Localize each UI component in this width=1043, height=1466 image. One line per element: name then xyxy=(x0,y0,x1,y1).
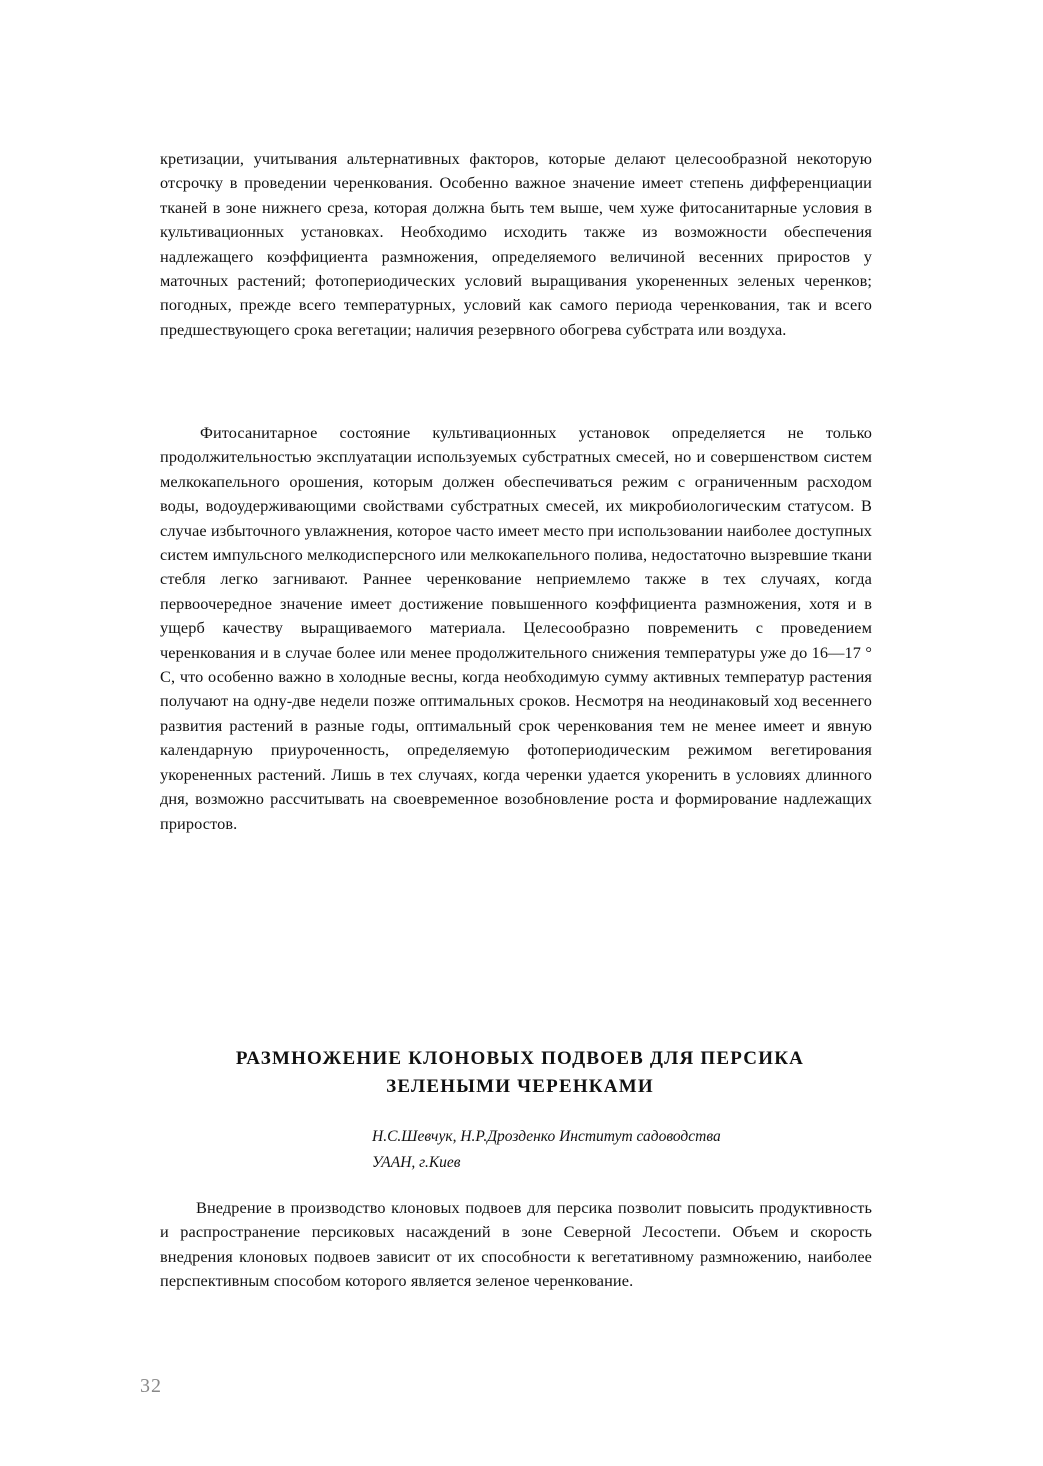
paragraph-text: Фитосанитарное состояние культивационных установок определяется не только продолжительностью эксплуатации используемых субстратных смесей, но и совершенством систем мелкокапельного орошения, которым должен обеспечиваться режим с ограниченным расходом воды, водоудерживающими свойствами субстратных смесей, их микробиологическим статусом. В случае избыточного увлажнения, которое часто имеет место при использовании наиболее доступных систем импульсного мелкодисперсного или мелкокапельного полива, недостаточно вызревшие ткани стебля легко загнивают. Раннее черенкование неприемлемо также в тех случаях, когда первоочередное значение имеет достижение повышенного коэффициента размножения, хотя и в ущерб качеству выращиваемого материала. Целесообразно повременить с проведением черенкования и в случае более или менее продолжительного снижения температуры уже до 16—17 ° С, что особенно важно в холодные весны, когда необходимую сумму активных температур растения получают на одну-две недели позже оптимальных сроков. Несмотря на неодинаковый ход весеннего развития растений в разные годы, оптимальный срок черенкования тем не менее имеет и явную календарную приуроченность, определяемую фотопериодическим режимом вегетирования укорененных растений. Лишь в тех случаях, когда черенки удается укоренить в условиях длинного дня, возможно рассчитывать на своевременное возобновление роста и формирование надлежащих приростов. xyxy=(160,423,872,833)
page-number: 32 xyxy=(140,1375,162,1397)
paragraph-continuation xyxy=(160,147,872,342)
heading-line-1: РАЗМНОЖЕНИЕ КЛОНОВЫХ ПОДВОЕВ ДЛЯ ПЕРСИКА xyxy=(235,1048,805,1069)
paragraph-introduction xyxy=(160,1196,872,1294)
authors-affiliation xyxy=(372,1124,852,1176)
paragraph-phytosanitary xyxy=(160,421,872,836)
paragraph-text: кретизации, учитывания альтернативных факторов, которые делают целесообразной некоторую отсрочку в проведении черенкования. Особенно важное значение имеет степень дифференциации тканей в зоне нижнего среза, которая должна быть тем выше, чем хуже фитосанитарные условия в культивационных установках. Необходимо исходить также из возможности обеспечения надлежащего коэффициента размножения, определяемого величиной весенних приростов у маточных растений; фотопериодических условий выращивания укорененных зеленых черенков; погодных, прежде всего температурных, условий как самого периода черенкования, так и всего предшествующего срока вегетации; наличия резервного обогрева субстрата или воздуха. xyxy=(160,149,872,339)
authors-line-1: Н.С.Шевчук, Н.Р.Дрозденко Институт садоводства xyxy=(372,1128,721,1145)
paragraph-text: Внедрение в производство клоновых подвоев для персика позволит повысить продуктивность и распространение персиковых насаждений в зоне Северной Лесостепи. Объем и скорость внедрения клоновых подвоев зависит от их способности к вегетативному размножению, наиболее перспективным способом которого является зеленое черенкование. xyxy=(160,1198,872,1291)
authors-line-2: УААН, г.Киев xyxy=(372,1154,461,1171)
heading-line-2: ЗЕЛЕНЫМИ ЧЕРЕНКАМИ xyxy=(386,1076,654,1097)
section-heading xyxy=(150,1045,890,1101)
